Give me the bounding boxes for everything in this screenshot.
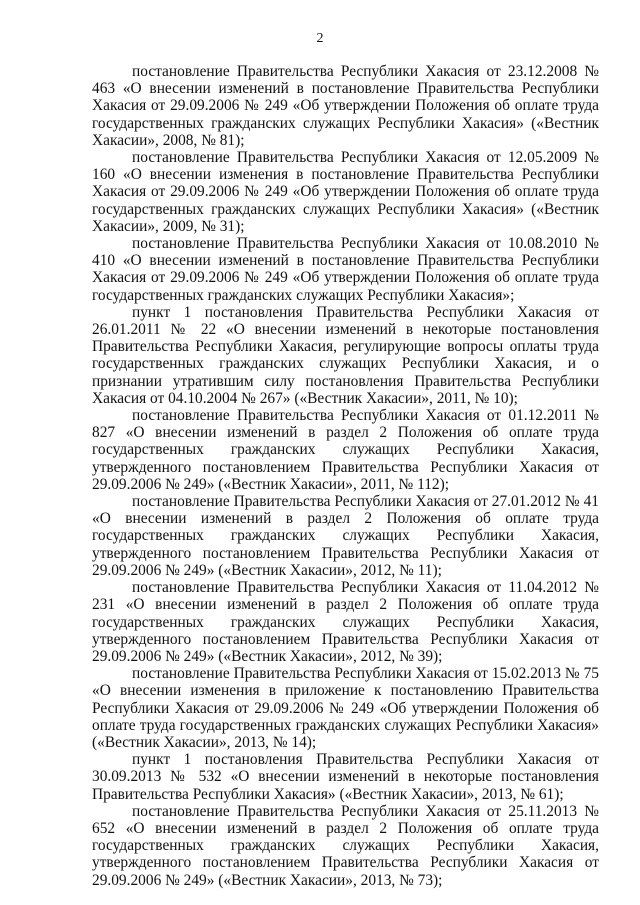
paragraph-decree-231: постановление Правительства Республики Хакасия от 11.04.2012 № 231 «О внесении изменений в раздел 2 Положения об оплате труда государственных гражданских служащих Республики Хакасия, утвержденного постановлением Правительства Республики Хакасия от 29.09.2006 № 249» («Вестник Хакасии», 2012, № 39); [92,579,599,665]
paragraph-decree-22: пункт 1 постановления Правительства Республики Хакасия от 26.01.2011 № 22 «О внесении изменений в некоторые постановления Правительства Республики Хакасия, регулирующие вопросы оплаты труда государственных гражданских служащих Республики Хакасия, и о признании утратившим силу постановления Правительства Республики Хакасия от 04.10.2004 № 267» («Вестник Хакасии», 2011, № 10); [92,303,599,407]
document-body [92,63,599,889]
paragraph-decree-410: постановление Правительства Республики Хакасия от 10.08.2010 № 410 «О внесении изменений в постановление Правительства Республики Хакасия от 29.09.2006 № 249 «Об утверждении Положения об оплате труда государственных гражданских служащих Республики Хакасия»; [92,235,599,304]
paragraph-decree-463: постановление Правительства Республики Хакасия от 23.12.2008 № 463 «О внесении изменений в постановление Правительства Республики Хакасия от 29.09.2006 № 249 «Об утверждении Положения об оплате труда государственных гражданских служащих Республики Хакасия» («Вестник Хакасии», 2008, № 81); [92,63,599,149]
page-number: 2 [316,31,324,46]
paragraph-decree-75: постановление Правительства Республики Хакасия от 15.02.2013 № 75 «О внесении изменения в приложение к постановлению Правительства Республики Хакасия от 29.09.2006 № 249 «Об утверждении Положения об оплате труда государственных гражданских служащих Республики Хакасия» («Вестник Хакасии», 2013, № 14); [92,665,599,751]
paragraph-decree-160: постановление Правительства Республики Хакасия от 12.05.2009 № 160 «О внесении изменения в постановление Правительства Республики Хакасия от 29.09.2006 № 249 «Об утверждении Положения об оплате труда государственных гражданских служащих Республики Хакасия» («Вестник Хакасии», 2009, № 31); [92,149,599,235]
paragraph-decree-827: постановление Правительства Республики Хакасия от 01.12.2011 № 827 «О внесении изменений в раздел 2 Положения об оплате труда государственных гражданских служащих Республики Хакасия, утвержденного постановлением Правительства Республики Хакасия от 29.09.2006 № 249» («Вестник Хакасии», 2011, № 112); [92,407,599,493]
paragraph-decree-41: постановление Правительства Республики Хакасия от 27.01.2012 № 41 «О внесении изменений в раздел 2 Положения об оплате труда государственных гражданских служащих Республики Хакасия, утвержденного постановлением Правительства Республики Хакасия от 29.09.2006 № 249» («Вестник Хакасии», 2012, № 11); [92,493,599,579]
paragraph-decree-652: постановление Правительства Республики Хакасия от 25.11.2013 № 652 «О внесении изменений в раздел 2 Положения об оплате труда государственных гражданских служащих Республики Хакасия, утвержденного постановлением Правительства Республики Хакасия от 29.09.2006 № 249» («Вестник Хакасии», 2013, № 73); [92,802,599,889]
paragraph-decree-532: пункт 1 постановления Правительства Республики Хакасия от 30.09.2013 № 532 «О внесении изменений в некоторые постановления Правительства Республики Хакасия» («Вестник Хакасии», 2013, № 61); [92,751,599,803]
